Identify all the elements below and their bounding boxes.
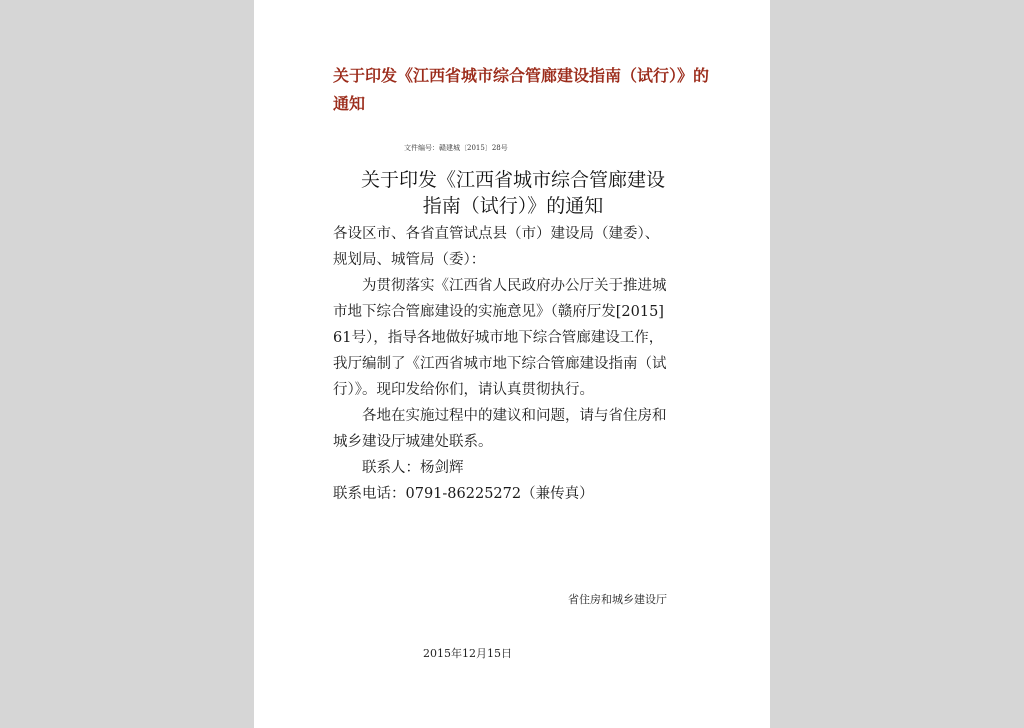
document-page [254, 0, 770, 728]
paragraph-line: 各地在实施过程中的建议和问题，请与省住房和 [362, 408, 667, 424]
document-title [333, 167, 693, 219]
page-title: 关于印发《江西省城市综合管廊建设指南（试行）》的通知 [333, 66, 710, 113]
paragraph-line: 61号），指导各地做好城市地下综合管廊建设工作， [333, 330, 664, 346]
paragraph-line: 城乡建设厅城建处联系。 [333, 434, 493, 450]
addressee-line: 各设区市、各省直管试点县（市）建设局（建委）、 [333, 226, 660, 242]
paragraph-line: 为贯彻落实《江西省人民政府办公厅关于推进城 [362, 278, 667, 294]
document-title-line: 指南（试行）》的通知 [422, 195, 604, 217]
paragraph-line: 市地下综合管廊建设的实施意见》（赣府厅发[2015] [333, 304, 664, 320]
issue-date: 2015年12月15日 [423, 647, 512, 660]
document-number: 文件编号：赣建城〔2015〕28号 [404, 144, 508, 152]
document-body [333, 221, 693, 507]
issuer-signature: 省住房和城乡建设厅 [568, 593, 667, 606]
paragraph-line: 我厅编制了《江西省城市地下综合管廊建设指南（试 [333, 356, 667, 372]
contact-phone: 联系电话：0791-86225272（兼传真） [333, 486, 594, 502]
addressee-line: 规划局、城管局（委）： [333, 252, 486, 268]
contact-person: 联系人：杨剑辉 [362, 460, 464, 476]
document-title-line: 关于印发《江西省城市综合管廊建设 [360, 169, 665, 191]
paragraph-line: 行）》。现印发给你们，请认真贯彻执行。 [333, 382, 594, 398]
